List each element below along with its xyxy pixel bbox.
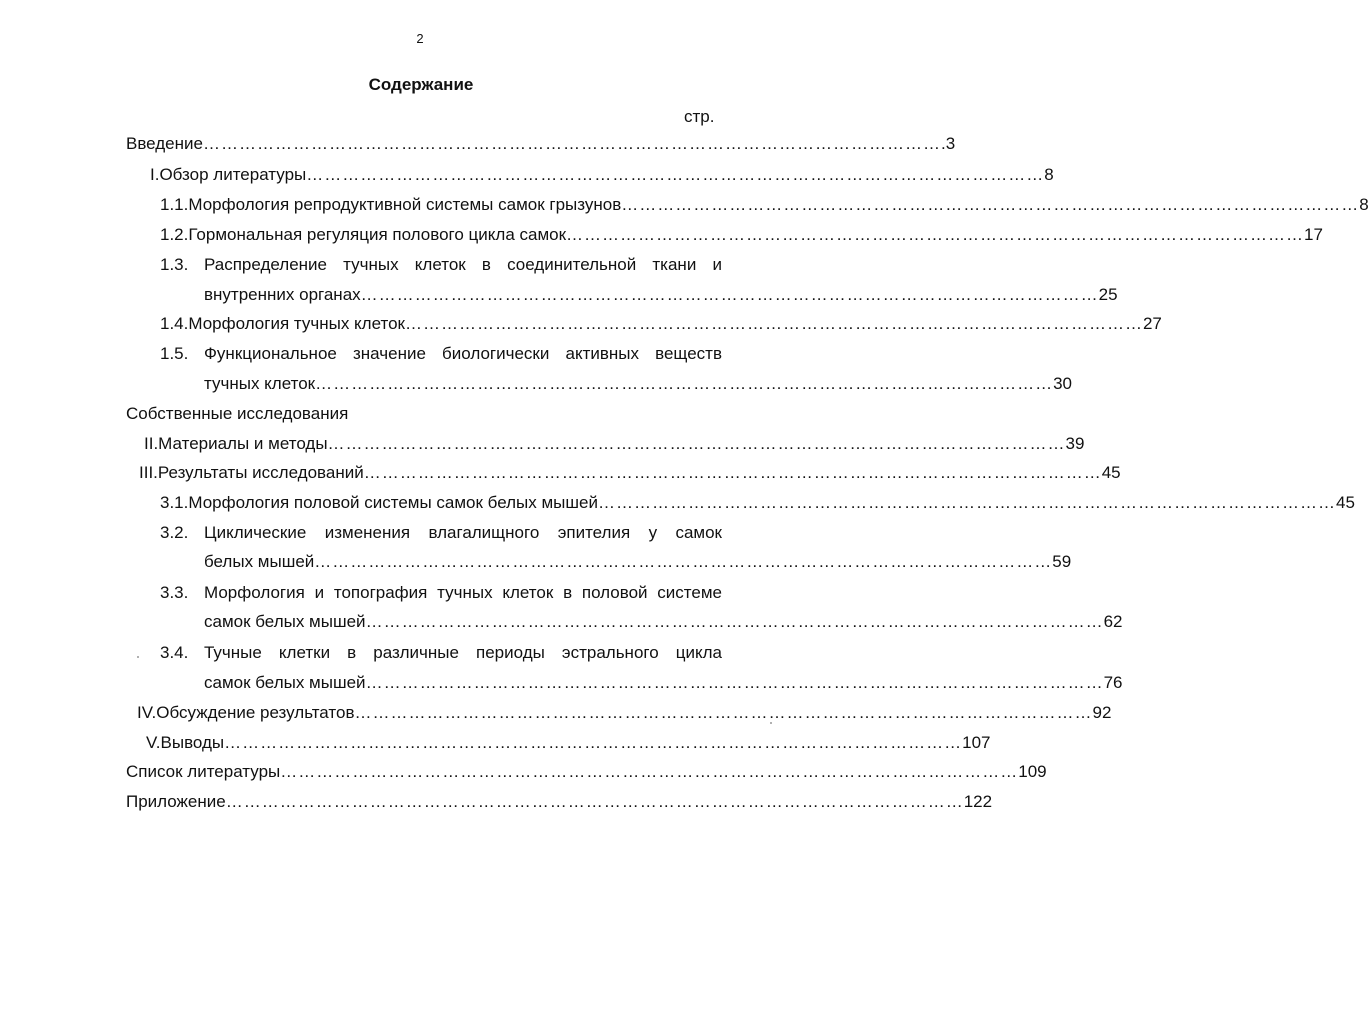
toc-entry-page: 92 — [1092, 703, 1112, 722]
toc-entry-1-3-line1[interactable] — [204, 254, 722, 276]
toc-entry-page: 62 — [1103, 612, 1123, 631]
toc-entry-text: Морфология тучных клеток — [188, 314, 405, 333]
toc-entry-1-4[interactable] — [160, 313, 1162, 335]
toc-entry-text: Морфология половой системы самок белых мышей — [188, 493, 598, 512]
toc-entry-text: Выводы — [160, 733, 225, 752]
toc-entry-page: 59 — [1052, 552, 1072, 571]
toc-entry-ch4[interactable] — [137, 702, 1112, 724]
pages-column-label: стр. — [684, 107, 715, 126]
toc-entry-text: Функциональное значение биологически активных веществ — [204, 344, 722, 363]
toc-entry-3-2-line2[interactable] — [204, 551, 1072, 573]
toc-entry-text: Обзор литературы — [159, 165, 307, 184]
toc-entry-text: внутренних органах — [204, 285, 361, 304]
toc-entry-ch2[interactable] — [144, 433, 1085, 455]
toc-entry-page: 17 — [1304, 225, 1323, 244]
toc-entry-ch3[interactable] — [139, 462, 1121, 484]
leader-dots: …………………………………………………………………………………………………………… — [354, 703, 1093, 722]
toc-entry-number: 3.2. — [160, 523, 189, 542]
leader-dots: …………………………………………………………………………………………………………… — [224, 733, 963, 752]
toc-entry-number: I. — [150, 165, 160, 184]
leader-dots: …………………………………………………………………………………………………………… — [363, 463, 1102, 482]
toc-entry-number: 1.1. — [160, 195, 189, 214]
leader-dots: …………………………………………………………………………………………………………… — [315, 374, 1054, 393]
leader-dots: …………………………………………………………………………………………………………… — [621, 195, 1360, 214]
toc-entry-page: 76 — [1103, 673, 1123, 692]
scan-speck — [137, 656, 139, 658]
page-title: Содержание — [368, 75, 474, 94]
toc-entry-1-5-line1[interactable] — [204, 343, 722, 365]
toc-entry-page: 25 — [1098, 285, 1118, 304]
toc-entry-number: 1.2. — [160, 225, 189, 244]
toc-entry-ch1[interactable] — [150, 164, 1054, 186]
toc-entry-text: самок белых мышей — [204, 673, 366, 692]
leader-dots: …………………………………………………………………………………………………………… — [225, 792, 964, 811]
toc-entry-page: 45 — [1101, 463, 1121, 482]
toc-entry-3-4-line2[interactable] — [204, 672, 1123, 694]
toc-entry-text: Морфология репродуктивной системы самок грызунов — [188, 195, 622, 214]
toc-entry-text: Список литературы — [126, 762, 281, 781]
toc-entry-3-1[interactable] — [160, 492, 1355, 514]
toc-entry-references[interactable] — [126, 761, 1047, 783]
toc-entry-page: 8 — [1044, 165, 1054, 184]
toc-section-own-research[interactable]: Собственные исследования — [126, 404, 349, 423]
toc-entry-text: Циклические изменения влагалищного эпителия у самок — [204, 523, 722, 542]
toc-entry-text: Распределение тучных клеток в соединительной ткани и — [204, 255, 722, 274]
toc-entry-1-2[interactable] — [160, 224, 1323, 246]
toc-entry-number: 3.4. — [160, 643, 189, 662]
toc-entry-number: 3.3. — [160, 583, 189, 602]
toc-entry-text: Тучные клетки в различные периоды эстрального цикла — [204, 643, 722, 662]
leader-dots: …………………………………………………………………………………………………………… — [314, 552, 1053, 571]
scan-speck — [770, 722, 772, 724]
toc-entry-number: III. — [139, 463, 158, 482]
toc-entry-number: 3.1. — [160, 493, 189, 512]
toc-entry-page: 8 — [1359, 195, 1369, 214]
toc-entry-intro[interactable] — [126, 133, 956, 155]
toc-entry-3-2-line1[interactable] — [204, 522, 722, 544]
toc-entry-page: 30 — [1053, 374, 1073, 393]
toc-entry-appendix[interactable] — [126, 791, 993, 813]
leader-dots: …………………………………………………………………………………………………………… — [566, 225, 1305, 244]
toc-entry-1-5-line2[interactable] — [204, 373, 1073, 395]
leader-dots: …………………………………………………………………………………………………………… — [202, 134, 941, 153]
toc-entry-text: Морфология и топография тучных клеток в половой системе — [204, 583, 722, 602]
toc-entry-number: 1.4. — [160, 314, 189, 333]
leader-dots: …………………………………………………………………………………………………………… — [597, 493, 1336, 512]
toc-entry-1-1[interactable] — [160, 194, 1369, 216]
toc-entry-3-3-line2[interactable] — [204, 611, 1123, 633]
toc-entry-number: 1.3. — [160, 255, 189, 274]
toc-entry-page: 27 — [1142, 314, 1162, 333]
toc-entry-text: Гормональная регуляция полового цикла самок — [188, 225, 567, 244]
toc-entry-number: II. — [144, 434, 159, 453]
toc-entry-number: IV. — [137, 703, 157, 722]
leader-dots: …………………………………………………………………………………………………………… — [365, 673, 1104, 692]
toc-entry-1-3-line2[interactable] — [204, 284, 1118, 306]
toc-entry-text: самок белых мышей — [204, 612, 366, 631]
toc-entry-text: Приложение — [126, 792, 226, 811]
toc-entry-page: 45 — [1335, 493, 1355, 512]
toc-entry-page: 109 — [1018, 762, 1047, 781]
leader-dots: …………………………………………………………………………………………………………… — [327, 434, 1066, 453]
leader-dots: …………………………………………………………………………………………………………… — [404, 314, 1143, 333]
toc-entry-3-4-line1[interactable] — [204, 642, 722, 664]
leader-dots: …………………………………………………………………………………………………………… — [280, 762, 1019, 781]
toc-entry-page: 39 — [1065, 434, 1085, 453]
toc-entry-ch5[interactable] — [146, 732, 991, 754]
leader-dots: …………………………………………………………………………………………………………… — [360, 285, 1099, 304]
leader-dots: …………………………………………………………………………………………………………… — [306, 165, 1045, 184]
toc-entry-page: 107 — [962, 733, 991, 752]
toc-entry-text: Введение — [126, 134, 203, 153]
toc-entry-number: 1.5. — [160, 344, 189, 363]
leader-dots: …………………………………………………………………………………………………………… — [365, 612, 1104, 631]
toc-entry-page: 122 — [963, 792, 993, 811]
page-number: 2 — [416, 31, 424, 46]
toc-entry-text: Материалы и методы — [158, 434, 328, 453]
toc-entry-text: Обсуждение результатов — [156, 703, 355, 722]
toc-entry-page: .3 — [940, 134, 956, 153]
toc-entry-number: V. — [146, 733, 161, 752]
toc-entry-text: тучных клеток — [204, 374, 316, 393]
toc-entry-text: Результаты исследований — [157, 463, 364, 482]
toc-entry-text: белых мышей — [204, 552, 315, 571]
toc-entry-3-3-line1[interactable] — [204, 582, 722, 604]
